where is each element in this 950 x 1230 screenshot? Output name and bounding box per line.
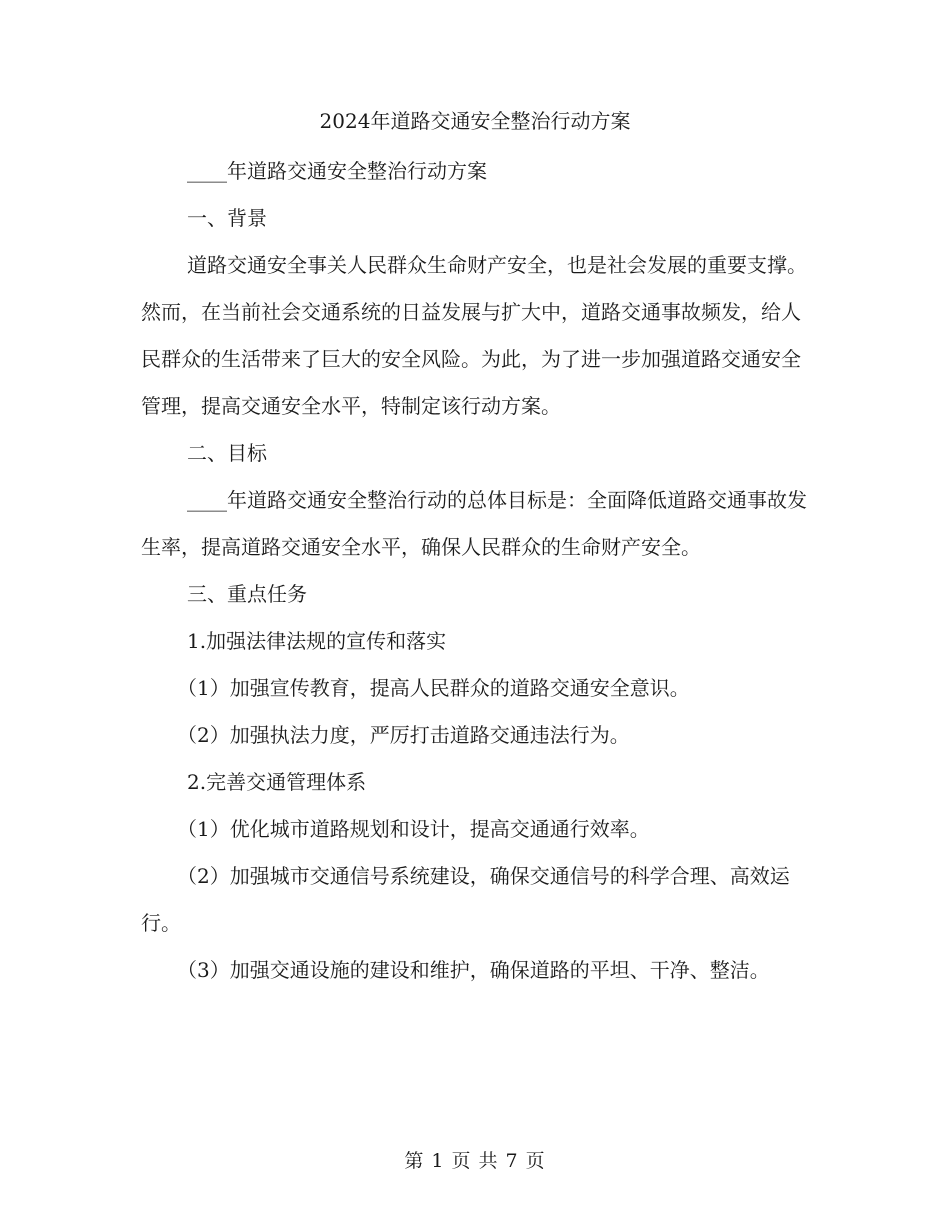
task-2-item-1: （1）优化城市道路规划和设计，提高交通通行效率。 xyxy=(177,817,650,841)
document-title: 2024年道路交通安全整治行动方案 xyxy=(319,109,631,133)
task-1-item-2: （2）加强执法力度，严厉打击道路交通违法行为。 xyxy=(177,723,630,747)
task-2-item-3: （3）加强交通设施的建设和维护，确保道路的平坦、干净、整洁。 xyxy=(177,958,770,982)
task-heading-2: 2.完善交通管理体系 xyxy=(187,770,367,794)
section-heading-background: 一、背景 xyxy=(187,206,267,230)
task-1-item-1: （1）加强宣传教育，提高人民群众的道路交通安全意识。 xyxy=(177,676,690,700)
section-heading-goals: 二、目标 xyxy=(187,441,267,465)
background-paragraph: 道路交通安全事关人民群众生命财产安全，也是社会发展的重要支撑。然而，在当前社会交通系统的日益发展与扩大中，道路交通事故频发，给人民群众的生活带来了巨大的安全风险。为此，为了进一步加强道路交通安全管理，提高交通安全水平，特制定该行动方案。 xyxy=(141,253,807,418)
section-heading-tasks: 三、重点任务 xyxy=(187,582,307,606)
page-footer: 第 1 页 共 7 页 xyxy=(404,1150,546,1172)
task-2-item-2: （2）加强城市交通信号系统建设，确保交通信号的科学合理、高效运行。 xyxy=(141,864,790,935)
goals-paragraph: ____年道路交通安全整治行动的总体目标是：全面降低道路交通事故发生率，提高道路交通安全水平，确保人民群众的生命财产安全。 xyxy=(141,488,807,559)
subtitle-paragraph: ____年道路交通安全整治行动方案 xyxy=(187,159,487,183)
document-body xyxy=(141,148,811,994)
task-heading-1: 1.加强法律法规的宣传和落实 xyxy=(187,629,447,653)
